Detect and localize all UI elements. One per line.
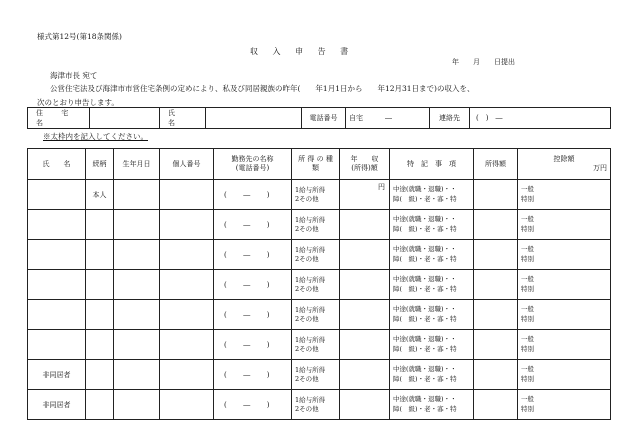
member-birthdate-field[interactable] [114, 300, 160, 330]
submission-date [452, 57, 515, 67]
header-special-notes: 特 記 事 項 [390, 149, 474, 180]
member-deduction-field[interactable]: 一般 特別 [518, 270, 611, 300]
member-deduction-field[interactable]: 一般 特別 [518, 330, 611, 360]
member-special-notes-field[interactable]: 中途(就職・退職)・・ 障( 級)・老・寡・特 [390, 210, 474, 240]
table-row [28, 240, 611, 270]
member-income-type-field[interactable]: 1給与所得 2その他 [292, 210, 340, 240]
addressee: 海津市長 宛て [50, 71, 98, 80]
member-income-amount-field[interactable] [474, 270, 518, 300]
member-income-amount-field[interactable] [474, 300, 518, 330]
member-annual-income-field[interactable] [340, 360, 390, 390]
member-deduction-field[interactable]: 一般 特別 [518, 180, 611, 210]
member-employer-field[interactable]: ( ― ) [214, 180, 292, 210]
member-income-type-field[interactable]: 1給与所得 2その他 [292, 180, 340, 210]
member-relation-field[interactable] [86, 360, 114, 390]
member-name-field[interactable] [28, 330, 86, 360]
instruction-note: ※太枠内を記入してください。 [43, 132, 148, 141]
yen-unit: 円 [378, 183, 385, 191]
header-relation: 続柄 [86, 149, 114, 180]
member-relation-field[interactable] [86, 270, 114, 300]
member-special-notes-field[interactable]: 中途(就職・退職)・・ 障( 級)・老・寡・特 [390, 360, 474, 390]
member-deduction-field[interactable]: 一般 特別 [518, 240, 611, 270]
member-income-amount-field[interactable] [474, 180, 518, 210]
member-birthdate-field[interactable] [114, 210, 160, 240]
header-personal-number: 個人番号 [160, 149, 214, 180]
member-income-type-field[interactable]: 1給与所得 2その他 [292, 270, 340, 300]
member-birthdate-field[interactable] [114, 330, 160, 360]
member-income-amount-field[interactable] [474, 330, 518, 360]
member-special-notes-field[interactable]: 中途(就職・退職)・・ 障( 級)・老・寡・特 [390, 240, 474, 270]
member-deduction-field[interactable]: 一般 特別 [518, 210, 611, 240]
member-relation-field[interactable] [86, 300, 114, 330]
contact-field[interactable]: ( ) ― [470, 108, 611, 129]
header-employer: 勤務先の名称 (電話番号) [214, 149, 292, 180]
member-annual-income-field[interactable] [340, 240, 390, 270]
table-row [28, 180, 611, 210]
member-income-amount-field[interactable] [474, 210, 518, 240]
member-relation-field[interactable] [86, 330, 114, 360]
member-relation-field[interactable] [86, 390, 114, 420]
member-relation-field[interactable]: 本人 [86, 180, 114, 210]
member-personal-number-field[interactable] [160, 210, 214, 240]
table-row [28, 330, 611, 360]
date-month[interactable]: 月 [473, 58, 480, 66]
member-name-field[interactable] [28, 270, 86, 300]
member-income-amount-field[interactable] [474, 390, 518, 420]
member-personal-number-field[interactable] [160, 270, 214, 300]
document-title: 収 入 申 告 書 [250, 47, 355, 56]
home-phone-field[interactable] [346, 108, 430, 129]
table-row [28, 210, 611, 240]
household-members-table [27, 148, 611, 420]
header-birthdate: 生年月日 [114, 149, 160, 180]
header-income-type: 所 得 の 種 類 [292, 149, 340, 180]
member-special-notes-field[interactable]: 中途(就職・退職)・・ 障( 級)・老・寡・特 [390, 390, 474, 420]
member-income-amount-field[interactable] [474, 240, 518, 270]
member-relation-field[interactable] [86, 240, 114, 270]
date-year[interactable]: 年 [452, 58, 459, 66]
member-deduction-field[interactable]: 一般 特別 [518, 360, 611, 390]
member-annual-income-field[interactable] [340, 210, 390, 240]
home-label: 自宅 [349, 114, 363, 122]
table-row [28, 390, 611, 420]
member-income-type-field[interactable]: 1給与所得 2その他 [292, 300, 340, 330]
member-annual-income-field[interactable] [340, 390, 390, 420]
member-employer-field[interactable]: ( ― ) [214, 360, 292, 390]
member-birthdate-field[interactable] [114, 240, 160, 270]
member-special-notes-field[interactable]: 中途(就職・退職)・・ 障( 級)・老・寡・特 [390, 180, 474, 210]
member-employer-field[interactable]: ( ― ) [214, 390, 292, 420]
applicant-name-label: 氏 名 [160, 108, 206, 129]
member-birthdate-field[interactable] [114, 360, 160, 390]
member-employer-field[interactable]: ( ― ) [214, 300, 292, 330]
member-name-field[interactable] [28, 300, 86, 330]
member-annual-income-field[interactable] [340, 330, 390, 360]
member-income-amount-field[interactable] [474, 360, 518, 390]
member-personal-number-field[interactable] [160, 240, 214, 270]
member-deduction-field[interactable]: 一般 特別 [518, 300, 611, 330]
table-row [28, 360, 611, 390]
home-phone-dash: ― [385, 114, 392, 122]
date-day[interactable]: 日提出 [494, 58, 515, 66]
member-employer-field[interactable]: ( ― ) [214, 240, 292, 270]
applicant-info-table [27, 107, 611, 129]
member-employer-field[interactable]: ( ― ) [214, 270, 292, 300]
member-income-type-field[interactable]: 1給与所得 2その他 [292, 240, 340, 270]
member-personal-number-field[interactable] [160, 360, 214, 390]
member-income-type-field[interactable]: 1給与所得 2その他 [292, 360, 340, 390]
contact-label: 連絡先 [430, 108, 470, 129]
member-annual-income-field[interactable] [340, 270, 390, 300]
applicant-name-field[interactable] [206, 108, 302, 129]
form-number: 様式第12号(第18条関係) [37, 32, 122, 41]
address-field[interactable] [90, 108, 160, 129]
header-annual-income: 年 収 (所得)額 [340, 149, 390, 180]
member-employer-field[interactable]: ( ― ) [214, 330, 292, 360]
member-annual-income-field[interactable] [340, 300, 390, 330]
table-row [28, 270, 611, 300]
member-special-notes-field[interactable]: 中途(就職・退職)・・ 障( 級)・老・寡・特 [390, 330, 474, 360]
member-name-field[interactable]: 非同居者 [28, 360, 86, 390]
header-name: 氏 名 [28, 149, 86, 180]
member-special-notes-field[interactable]: 中途(就職・退職)・・ 障( 級)・老・寡・特 [390, 270, 474, 300]
member-birthdate-field[interactable] [114, 270, 160, 300]
address-label: 住 宅 名 [28, 108, 90, 129]
member-birthdate-field[interactable] [114, 180, 160, 210]
table-header-row [28, 149, 611, 180]
member-name-field[interactable] [28, 210, 86, 240]
member-personal-number-field[interactable] [160, 330, 214, 360]
member-name-field[interactable] [28, 240, 86, 270]
member-personal-number-field[interactable] [160, 390, 214, 420]
member-personal-number-field[interactable] [160, 180, 214, 210]
member-income-type-field[interactable]: 1給与所得 2その他 [292, 330, 340, 360]
intro-text: 公営住宅法及び海津市市営住宅条例の定めにより、私及び同居親族の昨年( 年1月1日から 年12月31日まで)の収入を、 [50, 84, 475, 93]
intro-text-continued: 次のとおり申告します。 [37, 98, 119, 107]
member-name-field[interactable]: 非同居者 [28, 390, 86, 420]
member-birthdate-field[interactable] [114, 390, 160, 420]
table-row [28, 300, 611, 330]
member-employer-field[interactable]: ( ― ) [214, 210, 292, 240]
header-income-amount: 所得額 [474, 149, 518, 180]
member-deduction-field[interactable]: 一般 特別 [518, 390, 611, 420]
member-annual-income-field[interactable] [340, 180, 390, 210]
header-deduction: 控除額 万円 [518, 149, 611, 180]
member-name-field[interactable] [28, 180, 86, 210]
member-personal-number-field[interactable] [160, 300, 214, 330]
member-special-notes-field[interactable]: 中途(就職・退職)・・ 障( 級)・老・寡・特 [390, 300, 474, 330]
phone-label: 電話番号 [302, 108, 346, 129]
member-relation-field[interactable] [86, 210, 114, 240]
member-income-type-field[interactable]: 1給与所得 2その他 [292, 390, 340, 420]
